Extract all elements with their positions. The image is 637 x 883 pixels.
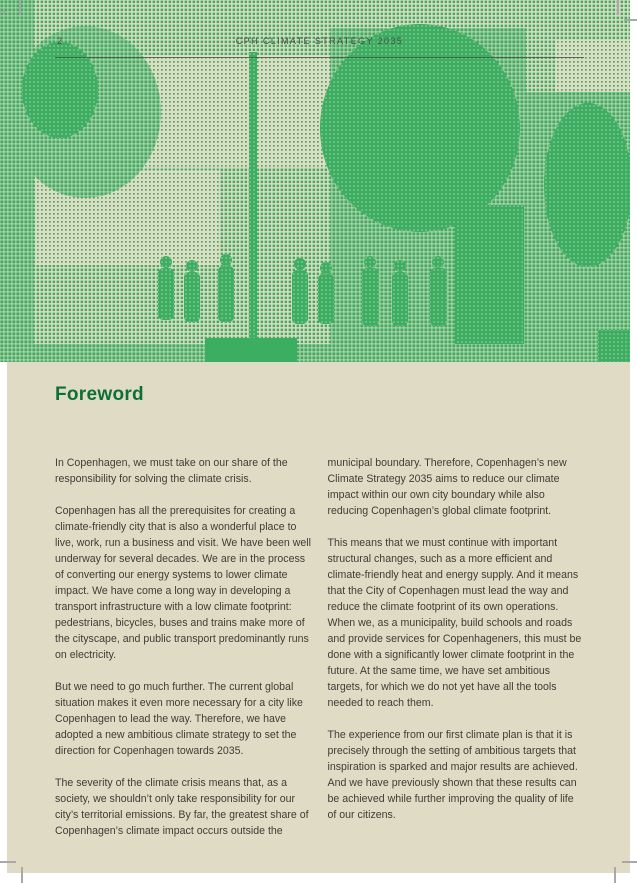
header-rule (55, 57, 584, 58)
text-columns (55, 455, 585, 839)
crop-mark (614, 867, 616, 883)
text-column-left (55, 455, 313, 839)
paragraph: But we need to go much further. The current global situation makes it even more necessary for a city like Copenhagen to lead the way. Therefore, we have adopted a new ambitious climate strategy to set the direction for Copenhagen towards 2035. (55, 681, 303, 757)
page-number: 2 (57, 36, 64, 46)
paragraph: The experience from our first climate plan is that it is precisely through the setting of ambitious targets that inspiration is sparked and major results are achieved. And we have previously shown that these results can be achieved while further improving the quality of life of our citizens. (327, 729, 578, 821)
paragraph: In Copenhagen, we must take on our share of the responsibility for solving the climate crisis. (55, 457, 288, 485)
paragraph: municipal boundary. Therefore, Copenhagen’s new Climate Strategy 2035 aims to reduce our climate impact within our own city boundary while also reducing Copenhagen’s global climate footprint. (327, 457, 567, 517)
crop-mark (617, 0, 619, 15)
foreword-heading: Foreword (55, 384, 144, 405)
paragraph: The severity of the climate crisis means that, as a society, we shouldn’t only take responsibility for our city’s territorial emissions. By far, the greatest share of Copenhagen’s climate impact occurs outside the (55, 777, 309, 837)
text-column-right (328, 455, 586, 839)
crop-mark (624, 19, 637, 21)
crop-mark (19, 0, 21, 15)
crop-mark (0, 861, 16, 863)
foreword-section (55, 384, 585, 839)
header-title: CPH CLIMATE STRATEGY 2035 (235, 36, 404, 46)
crop-mark (0, 11, 6, 13)
paragraph: This means that we must continue with important structural changes, such as a more efficient and climate-friendly heat and energy supply. And it means that the City of Copenhagen must lead the way and reduce the climate footprint of its own operations. When we, as a municipality, build schools and roads and provide services for Copenhageners, this must be done with a significantly lower climate footprint in the future. At the same time, we have set ambitious targets, for which we do not yet have all the tools needed to reach them. (327, 537, 582, 709)
crop-mark (21, 867, 23, 883)
crop-mark (622, 861, 637, 863)
paragraph: Copenhagen has all the prerequisites for creating a climate-friendly city that is also a wonderful place to live, work, run a business and visit. We have been well underway for several decades. We are in the process of converting our energy systems to lower climate impact. We have come a long way in developing a transport infrastructure with a low climate footprint: pedestrians, bicycles, buses and trains make more of the cityscape, and public transport predominantly runs on electricity. (55, 505, 311, 661)
page-header (55, 36, 584, 60)
